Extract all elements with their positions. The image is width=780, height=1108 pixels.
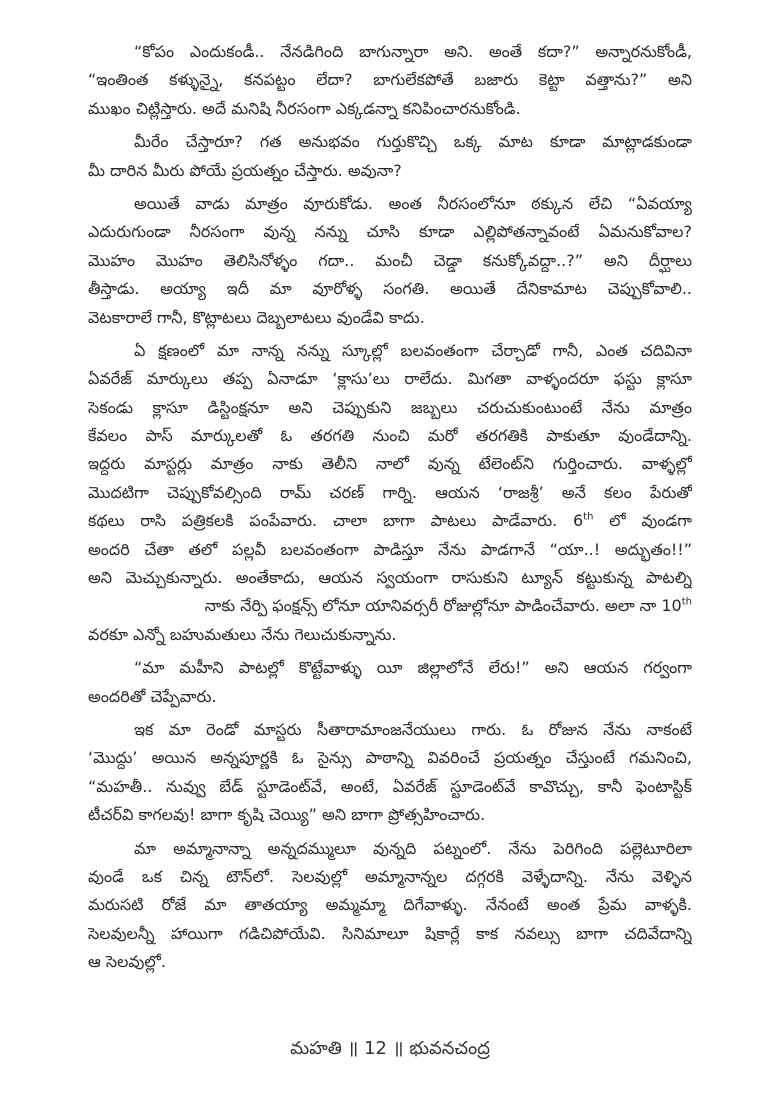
paragraph: [88, 128, 692, 185]
text-line: అని మెచ్చుకున్నారు. అంతేకాదు, ఆయన స్వయంగా రాసుకుని ట్యూన్ కట్టుకున్న పాటల్ని: [88, 568, 692, 588]
ordinal-superscript: th: [583, 511, 594, 523]
paragraph: [88, 654, 692, 711]
text-line: అందరి చేతా తలో పల్లవీ బలవంతంగా పాడిస్తూ నేను పాడగానే “యా..! అద్భుతం!!”: [88, 539, 692, 559]
text-line: ఆ సెలవుల్లో.: [88, 952, 166, 972]
text-line: “ఇంతింత కళ్ళున్నై, కనపట్టం లేదా? బాగులేకపోతే బజారు కెట్టా వత్తాను?” అని: [88, 70, 692, 90]
text-line: ‘మొద్దు’ అయిన అన్నపూర్ణకి ఓ సైన్సు పాఠాన్ని వివరించే ప్రయత్నం చేస్తుంటే గమనించి,: [88, 748, 692, 768]
line-text-rest: లో వుండగా: [593, 511, 692, 531]
page-number: 12: [364, 1038, 387, 1059]
footer-book-title: మహతి: [290, 1038, 342, 1059]
text-line: ఇద్దరు మాస్టర్లు మాత్రం నాకు తెలీని నాలో వున్న టేలెంట్‌ని గుర్తించారు. వాళ్ళల్లో: [88, 454, 692, 474]
text-line: “మహతీ.. నువ్వు బేడ్ స్టూడెంట్‌వే, అంటే, ఏవరేజ్ స్టూడెంట్‌వే కావొచ్చు, కానీ ఫెంటాస్టిక్: [88, 776, 692, 796]
text-line: టీచర్‌వి కాగలవు! బాగా కృషి చెయ్యి” అని బాగా ప్రోత్సహించారు.: [88, 805, 486, 825]
text-line: వుండే ఒక చిన్న టౌన్‌లో. సెలవుల్లో అమ్మానాన్నల దగ్గరకి వెళ్ళేదాన్ని. నేను వెళ్ళిన: [88, 866, 692, 886]
text-line: ముఖం చిట్లిస్తారు. అదే మనిషి నీరసంగా ఎక్కడన్నా కనిపించారనుకోండి.: [88, 98, 521, 118]
text-line: అయితే వాడు మాత్రం వూరుకోడు. అంత నీరసంలోనూ ఠక్కున లేచి “ఏవయ్యా: [134, 193, 692, 213]
footer-author: భువనచంద్ర: [409, 1038, 490, 1059]
text-line: ఏ క్షణంలో మా నాన్న నన్ను స్కూల్లో బలవంతంగా చేర్చాడో గానీ, ఎంత చదివినా: [134, 340, 692, 360]
text-line: మీ దారిన మీరు పోయే ప్రయత్నం చేస్తారు. అవునా?: [88, 160, 402, 180]
footer-separator: ॥: [392, 1038, 404, 1059]
paragraph: [88, 835, 692, 977]
line-text: కథలు రాసి పత్రికలకి పంపేవారు. చాలా బాగా పాటలు పాడేవారు. 6: [88, 511, 584, 531]
text-line: అందరితో చెప్పేవారు.: [88, 686, 217, 706]
text-line: సెకండు క్లాసూ డిస్టింక్షనూ అని చెప్పుకుని జబ్బలు చరుచుకుంటుంటే నేను మాత్రం: [88, 397, 692, 417]
paragraph: [88, 190, 692, 332]
paragraph: [88, 38, 692, 123]
text-line: వరకూ ఎన్నో బహుమతులు నేను గెలుచుకున్నాను.: [88, 624, 397, 644]
text-line: “కోపం ఎందుకండీ.. నేనడిగింది బాగున్నారా అని. అంతే కదా?” అన్నారనుకోండీ,: [134, 42, 692, 61]
text-line: సెలవులన్నీ హాయిగా గడిచిపోయేవి. సినిమాలూ షికార్లే కాక నవల్సు బాగా చదివేదాన్ని: [88, 923, 692, 943]
text-line: ఇక మా రెండో మాస్టరు సీతారామాంజనేయులు గారు. ఓ రోజున నేను నాకంటే: [134, 719, 692, 739]
paragraph: [88, 716, 692, 830]
text-line: ఏవరేజ్ మార్కులు తప్ప ఏనాడూ ‘క్లాసు’లు రాలేదు. మిగతా వాళ్ళందరూ ఫస్టు క్లాసూ: [88, 369, 692, 389]
text-line: మొహం మొహం తెలిసినోళ్ళం గదా.. మంచీ చెడ్డా కనుక్కోవద్దా..?” అని దీర్ఘాలు: [88, 250, 692, 270]
text-line: [88, 592, 692, 620]
page-footer: [0, 1038, 780, 1063]
line-text: నాకు నేర్పి ఫంక్షన్స్ లోనూ యానివర్సరీ రోజుల్లోనూ పాడించేవారు. అలా నా 10: [204, 596, 682, 616]
text-line: మొదటిగా చెప్పుకోవల్సింది రామ్ చరణ్ గార్ని. ఆయన ‘రాజశ్రీ’ అనే కలం పేరుతో: [88, 482, 692, 502]
text-line: మీరేం చేస్తారూ? గత అనుభవం గుర్తుకొచ్చి ఒక్క మాట కూడా మాట్లాడకుండా: [134, 132, 692, 152]
text-line: వెటకారాలే గానీ, కొట్లాటలు దెబ్బలాటలు వుండేవి కాదు.: [88, 307, 425, 327]
text-line: “మా మహీని పాటల్లో కొట్టేవాళ్ళు యీ జిల్లాలోనే లేరు!” అని ఆయన గర్వంగా: [134, 658, 692, 678]
ordinal-superscript: th: [681, 597, 692, 609]
document-body: [88, 38, 692, 982]
text-line: [88, 507, 692, 535]
text-line: కేవలం పాస్ మార్కులతో ఓ తరగతి నుంచి మరో తరగతికి పాకుతూ వుండేదాన్ని.: [88, 426, 692, 446]
text-line: ఎదురుగుండా నీరసంగా వున్న నన్ను చూసి కూడా ఎల్లిపోతన్నావంటే ఏమనుకోవాల?: [88, 222, 692, 242]
footer-separator: ॥: [347, 1038, 359, 1059]
paragraph: [88, 337, 692, 649]
text-line: తీస్తాడు. అయ్యా ఇదీ మా వూరోళ్ళ సంగతి. అయితే దేనికామాట చెప్పుకోవాలి..: [88, 279, 692, 299]
text-line: మా అమ్మానాన్నా అన్నదమ్ములూ వున్నది పట్నంలో. నేను పెరిగింది పల్లెటూరిలా: [134, 838, 692, 858]
text-line: మరుసటి రోజే మా తాతయ్యా అమ్మమ్మా దిగేవాళ్ళు. నేనంటే అంత ప్రేమ వాళ్ళకి.: [88, 895, 692, 915]
